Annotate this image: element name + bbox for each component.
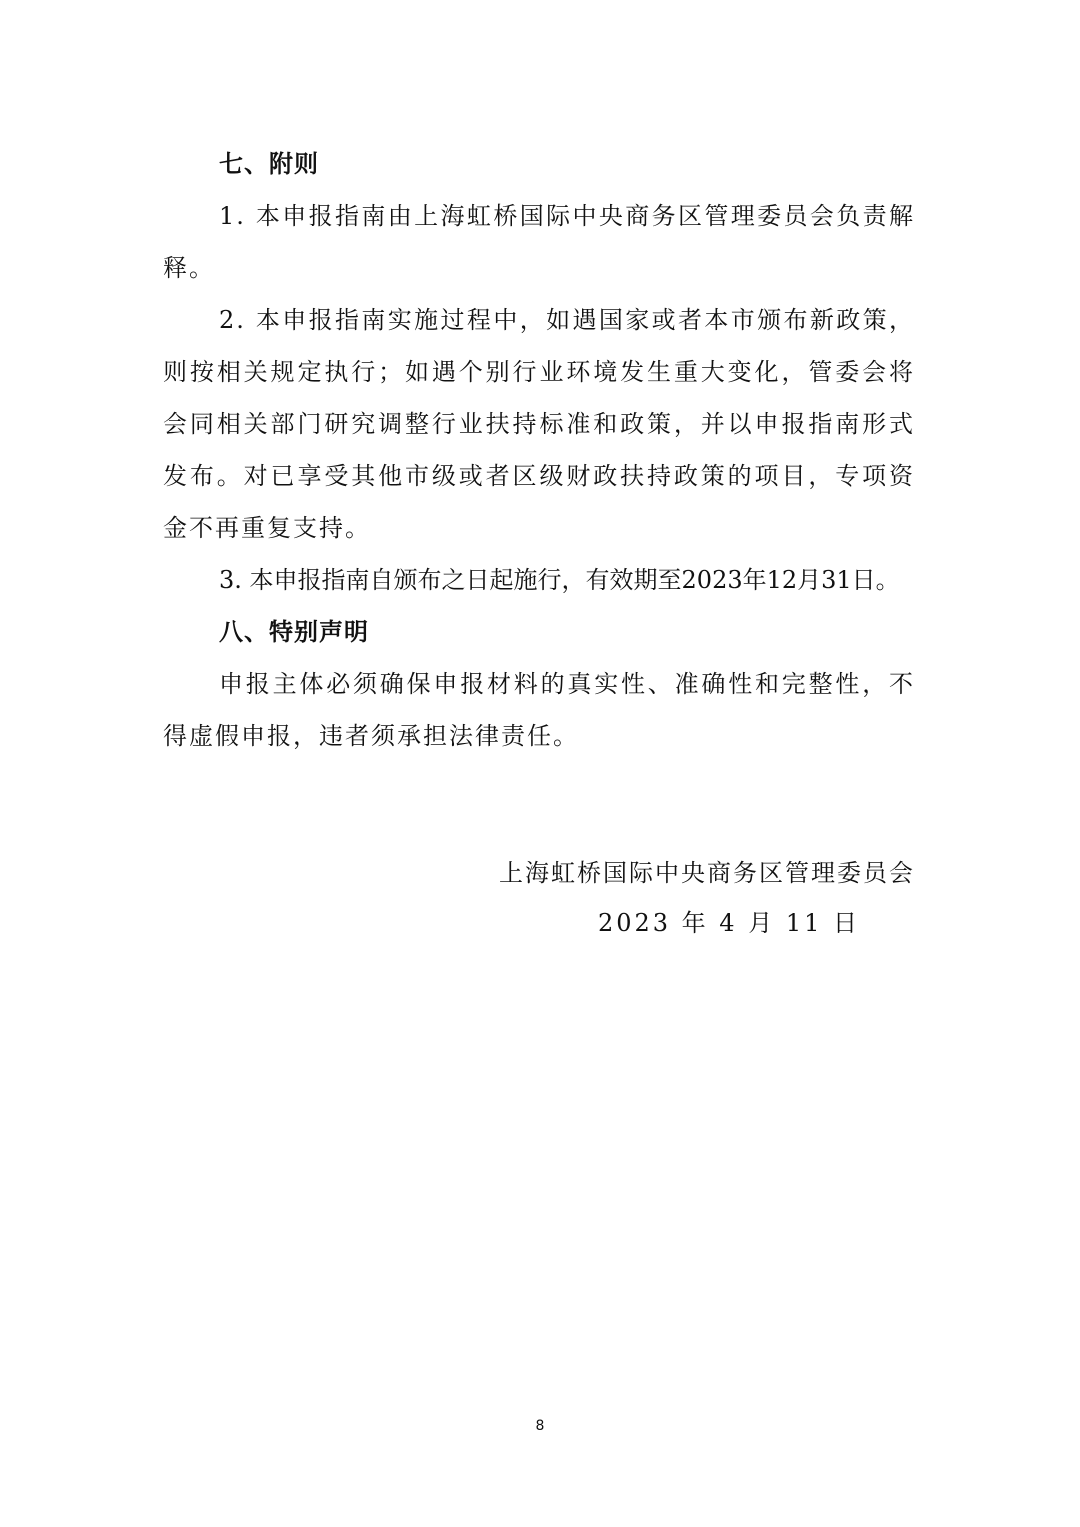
page-number: 8 [535, 1418, 545, 1434]
appendix-paragraph-2: 2. 本申报指南实施过程中，如遇国家或者本市颁布新政策，则按相关规定执行；如遇个别行业环境发生重大变化，管委会将会同相关部门研究调整行业扶持标准和政策，并以申报指南形式发布。对已享受其他市级或者区级财政扶持政策的项目，专项资金不再重复支持。 [163, 306, 915, 542]
section-heading-appendix: 七、附则 [219, 150, 319, 178]
document-body [163, 138, 915, 762]
special-statement-paragraph: 申报主体必须确保申报材料的真实性、准确性和完整性，不得虚假申报，违者须承担法律责任。 [163, 670, 915, 750]
signature-organization: 上海虹桥国际中央商务区管理委员会 [499, 859, 915, 887]
appendix-paragraph-1: 1. 本申报指南由上海虹桥国际中央商务区管理委员会负责解释。 [163, 202, 915, 282]
appendix-paragraph-3: 3. 本申报指南自颁布之日起施行，有效期至2023年12月31日。 [219, 566, 900, 594]
section-heading-special-statement: 八、特别声明 [219, 618, 369, 646]
signature-date: 2023 年 4 月 11 日 [597, 909, 860, 937]
